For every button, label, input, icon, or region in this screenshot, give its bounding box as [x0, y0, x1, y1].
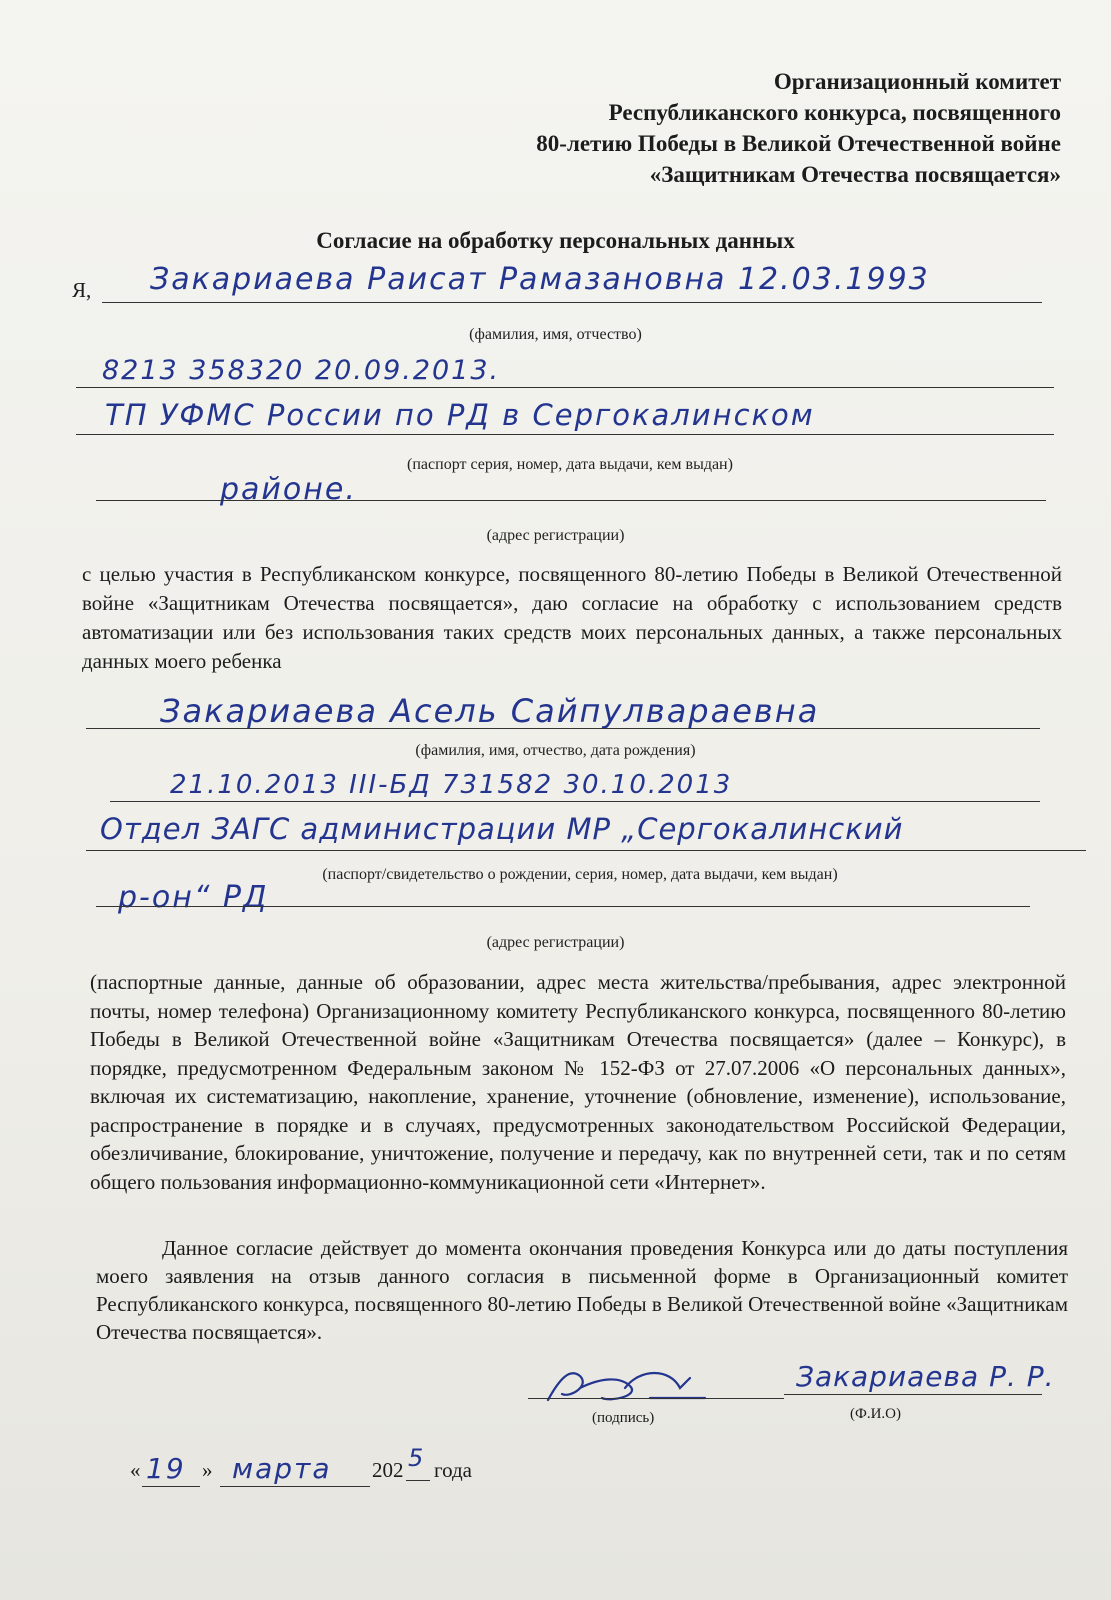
child-doc-handwritten-2: Отдел ЗАГС администрации МР „Сергокалинский — [100, 812, 904, 846]
consent-scope-paragraph: (паспортные данные, данные об образовании, адрес места жительства/пребывания, адрес электронной почты, номер телефона) Организационному комитету Республиканского конкурса, посвященного 80-летию Победы в Великой Отечественной войне «Защитникам Отечества посвящается» (далее – Конкурс), в порядке, предусмотренном Федеральным законом № 152-ФЗ от 27.07.2006 «О персональных данных», включая их систематизацию, накопление, хранение, уточнение (обновление, изменение), использование, распространение в порядке и в случаях, предусмотренных законодательством Российской Федерации, обезличивание, блокирование, уничтожение, получение и передачу, как по внутренней сети, так и по сетям общего пользования информационно-коммуникационной сети «Интернет». — [90, 970, 1066, 1194]
date-year-prefix: 202 — [372, 1458, 404, 1482]
fio-caption: (Ф.И.О) — [850, 1406, 902, 1422]
parent-name-line — [102, 302, 1042, 303]
fio-line — [784, 1394, 1042, 1395]
signature-caption: (подпись) — [592, 1410, 655, 1426]
document-title: Согласие на обработку персональных данных — [316, 228, 795, 253]
child-address-handwritten: р-он“ РД — [118, 880, 269, 915]
consent-validity-paragraph: Данное согласие действует до момента окончания проведения Конкурса или до даты поступления моего заявления на отзыв данного согласия в письменной форме в Организационный комитет Республиканского конкурса, посвященного 80-летию Победы в Великой Отечественной войне «Защитникам Отечества посвящается». — [96, 1236, 1068, 1344]
date-year-handwritten: 5 — [408, 1444, 426, 1472]
date-day-line — [142, 1486, 200, 1487]
date-month-handwritten: марта — [232, 1452, 332, 1485]
child-doc-caption: (паспорт/свидетельство о рождении, серия, номер, дата выдачи, кем выдан) — [322, 866, 838, 883]
child-name-line — [86, 728, 1040, 729]
date-suffix: года — [434, 1458, 472, 1482]
signature-scribble — [540, 1358, 710, 1418]
date-close-quote: » — [202, 1458, 213, 1482]
addressee-line: Организационный комитет — [773, 69, 1061, 94]
addressee-line: Республиканского конкурса, посвященного — [608, 100, 1061, 125]
child-address-caption: (адрес регистрации) — [486, 934, 625, 951]
parent-passport-caption: (паспорт серия, номер, дата выдачи, кем выдан) — [407, 456, 733, 473]
date-day-handwritten: 19 — [146, 1452, 186, 1485]
prefix-ya: Я, — [72, 278, 92, 302]
parent-address-line — [96, 500, 1046, 501]
addressee-line: «Защитникам Отечества посвящается» — [649, 162, 1061, 187]
addressee-line: 80-летию Победы в Великой Отечественной войне — [536, 131, 1061, 156]
date-month-line — [220, 1486, 370, 1487]
date-open-quote: « — [130, 1458, 141, 1482]
child-address-line — [96, 906, 1030, 907]
parent-name-caption: (фамилия, имя, отчество) — [469, 326, 642, 343]
passport-line-2 — [76, 434, 1054, 435]
child-doc-handwritten-1: 21.10.2013 III-БД 731582 30.10.2013 — [170, 770, 733, 800]
parent-passport-handwritten-2: ТП УФМС России по РД в Сергокалинском — [105, 398, 815, 432]
child-name-caption: (фамилия, имя, отчество, дата рождения) — [415, 742, 696, 759]
consent-purpose-paragraph: с целью участия в Республиканском конкурсе, посвященного 80-летию Победы в Великой Отечественной войне «Защитникам Отечества посвящается», даю согласие на обработку с использованием средств автоматизации или без использования таких средств моих персональных данных, а также персональных данных моего ребенка — [82, 562, 1062, 673]
date-year-line — [406, 1480, 430, 1481]
passport-line-1 — [76, 387, 1054, 388]
parent-name-handwritten: Закариаева Раисат Рамазановна 12.03.1993 — [150, 262, 930, 297]
signature-line — [528, 1398, 784, 1399]
child-doc-line-2 — [86, 850, 1086, 851]
parent-address-handwritten: районе. — [220, 472, 357, 507]
parent-address-caption: (адрес регистрации) — [486, 527, 625, 544]
signature-fio-handwritten: Закариаева Р. Р. — [796, 1360, 1055, 1393]
child-name-handwritten: Закариаева Асель Сайпулвараевна — [160, 692, 820, 730]
parent-passport-handwritten-1: 8213 358320 20.09.2013. — [102, 355, 501, 386]
child-doc-line-1 — [110, 801, 1040, 802]
addressee-block — [301, 66, 1061, 190]
